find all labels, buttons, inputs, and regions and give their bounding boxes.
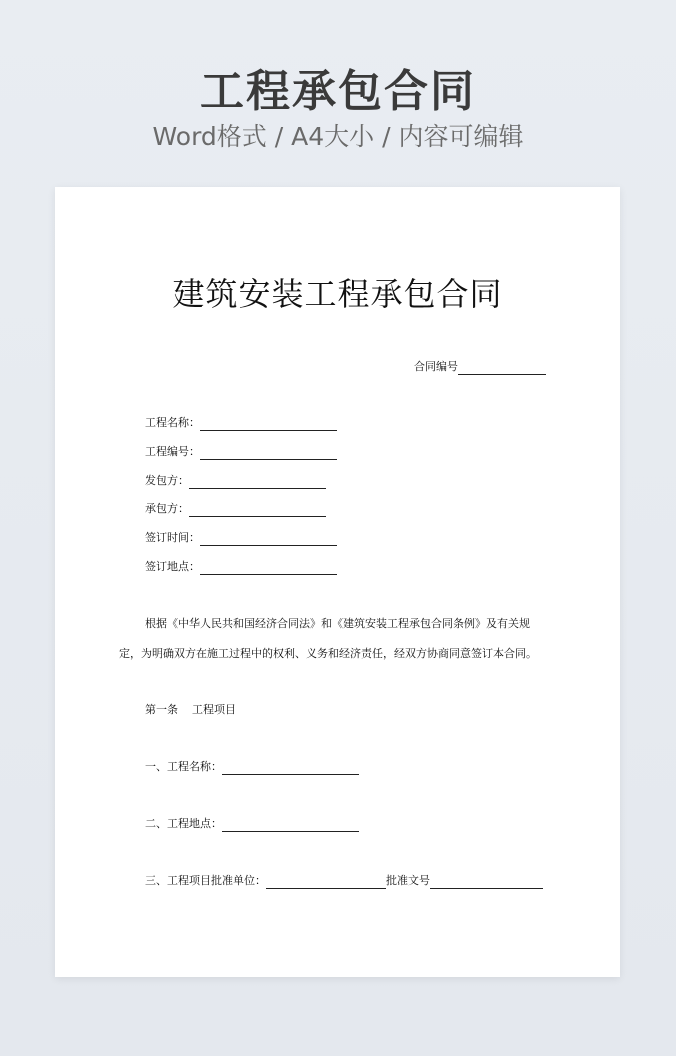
approval-number-blank[interactable] bbox=[430, 876, 543, 889]
preamble-line-2: 定，为明确双方在施工过程中的权利、义务和经济责任，经双方协商同意签订本合同。 bbox=[119, 647, 537, 660]
approval-unit-blank[interactable] bbox=[266, 876, 386, 889]
article-number: 第一条 bbox=[145, 703, 178, 716]
field-employer bbox=[145, 473, 326, 489]
field-label: 承包方： bbox=[145, 502, 189, 515]
item-blank[interactable] bbox=[222, 819, 359, 832]
item-label: 三、工程项目批准单位： bbox=[145, 874, 266, 887]
field-signing-time bbox=[145, 530, 337, 546]
contract-number-label: 合同编号 bbox=[414, 360, 458, 373]
contract-number-row bbox=[414, 359, 546, 375]
field-blank[interactable] bbox=[200, 533, 337, 546]
document-page bbox=[55, 187, 620, 977]
field-blank[interactable] bbox=[200, 447, 337, 460]
field-label: 发包方： bbox=[145, 474, 189, 487]
field-label: 工程编号： bbox=[145, 445, 200, 458]
field-contractor bbox=[145, 501, 326, 517]
document-title: 建筑安装工程承包合同 bbox=[172, 275, 503, 313]
banner-subtitle: Word格式 / A4大小 / 内容可编辑 bbox=[152, 122, 524, 151]
field-project-number bbox=[145, 444, 337, 460]
field-blank[interactable] bbox=[200, 418, 337, 431]
article-title: 工程项目 bbox=[192, 703, 236, 716]
field-blank[interactable] bbox=[189, 504, 326, 517]
field-label: 工程名称： bbox=[145, 416, 200, 429]
item-project-name bbox=[145, 759, 359, 775]
field-blank[interactable] bbox=[189, 476, 326, 489]
item-project-location bbox=[145, 816, 359, 832]
item-approval bbox=[145, 873, 543, 889]
field-signing-place bbox=[145, 559, 337, 575]
article-heading bbox=[145, 702, 236, 718]
contract-number-blank[interactable] bbox=[458, 362, 546, 375]
approval-number-label: 批准文号 bbox=[386, 874, 430, 887]
field-project-name bbox=[145, 415, 337, 431]
field-label: 签订时间： bbox=[145, 531, 200, 544]
item-label: 二、工程地点： bbox=[145, 817, 222, 830]
item-label: 一、工程名称： bbox=[145, 760, 222, 773]
field-label: 签订地点： bbox=[145, 560, 200, 573]
item-blank[interactable] bbox=[222, 762, 359, 775]
banner-title: 工程承包合同 bbox=[200, 66, 476, 117]
field-blank[interactable] bbox=[200, 562, 337, 575]
preamble-line-1: 根据《中华人民共和国经济合同法》和《建筑安装工程承包合同条例》及有关规 bbox=[145, 617, 530, 630]
